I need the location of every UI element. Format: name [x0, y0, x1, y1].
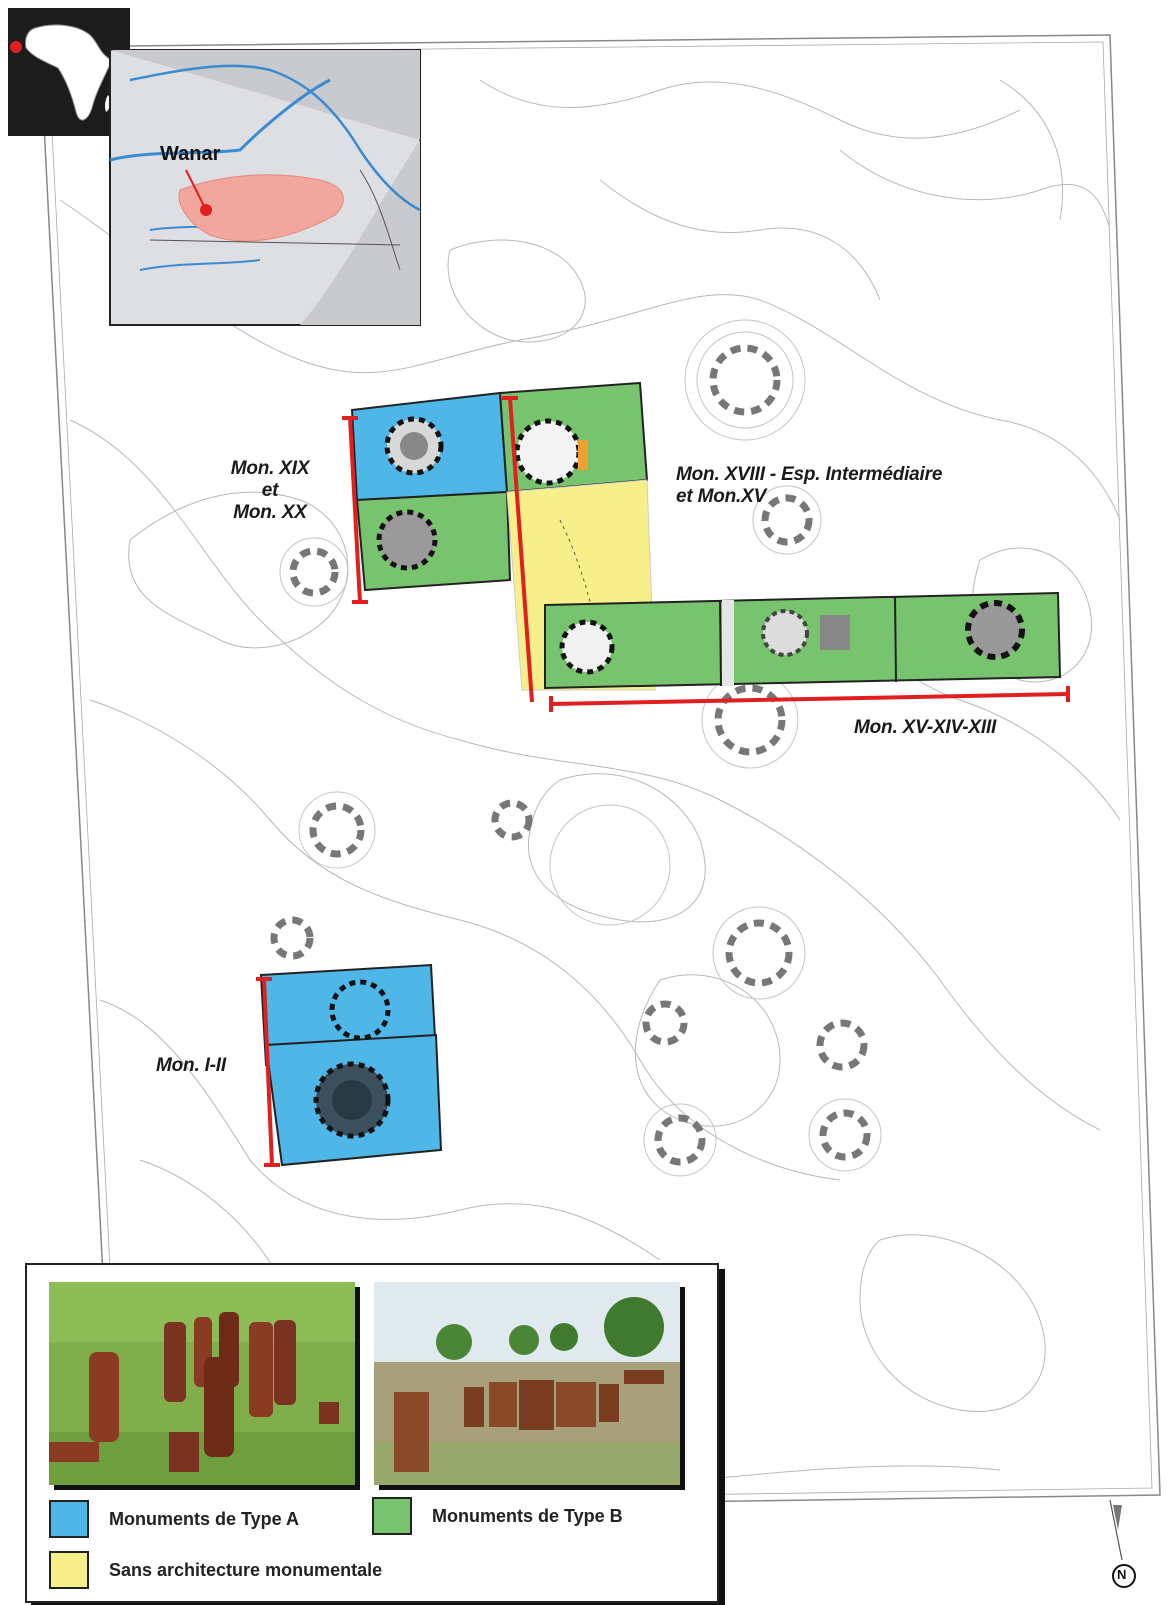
zone-mon-i-ii [261, 965, 441, 1165]
zone-mon-xviii [500, 383, 647, 492]
legend-label-type-b: Monuments de Type B [432, 1505, 623, 1526]
legend-item-type-a [49, 1500, 299, 1538]
legend-label-sans-architecture: Sans architecture monumentale [109, 1559, 383, 1580]
legend-item-type-b [372, 1497, 623, 1535]
swatch-type-a [49, 1500, 89, 1538]
label-mon-xviii-line2: et Mon.XV [676, 486, 767, 507]
label-mon-xix: Mon. XIX [230, 458, 310, 479]
zone-mon-xix [352, 393, 507, 500]
north-arrow-letter: N [1117, 1567, 1127, 1582]
legend-box [25, 1263, 719, 1603]
label-mon-xx: Mon. XX [233, 502, 307, 523]
photo-type-a-monument [49, 1282, 355, 1485]
label-wanar: Wanar [160, 143, 221, 165]
senegal-inset-map [110, 50, 420, 325]
zone-mon-xx [357, 492, 510, 590]
label-et: et [261, 480, 279, 501]
swatch-sans-architecture [49, 1551, 89, 1589]
label-mon-xv-xiv-xiii: Mon. XV-XIV-XIII [854, 717, 997, 738]
label-mon-i-ii: Mon. I-II [156, 1055, 226, 1076]
swatch-type-b [372, 1497, 412, 1535]
legend-item-sans-architecture [49, 1551, 382, 1589]
label-mon-xix-xx [215, 458, 325, 524]
photo-type-b-monument [374, 1282, 680, 1485]
label-mon-xviii [676, 464, 942, 508]
label-mon-xviii-line1: Mon. XVIII - Esp. Intermédiaire [676, 464, 943, 485]
legend-label-type-a: Monuments de Type A [109, 1508, 300, 1529]
zone-mon-xv-xiv-xiii [545, 593, 1060, 688]
